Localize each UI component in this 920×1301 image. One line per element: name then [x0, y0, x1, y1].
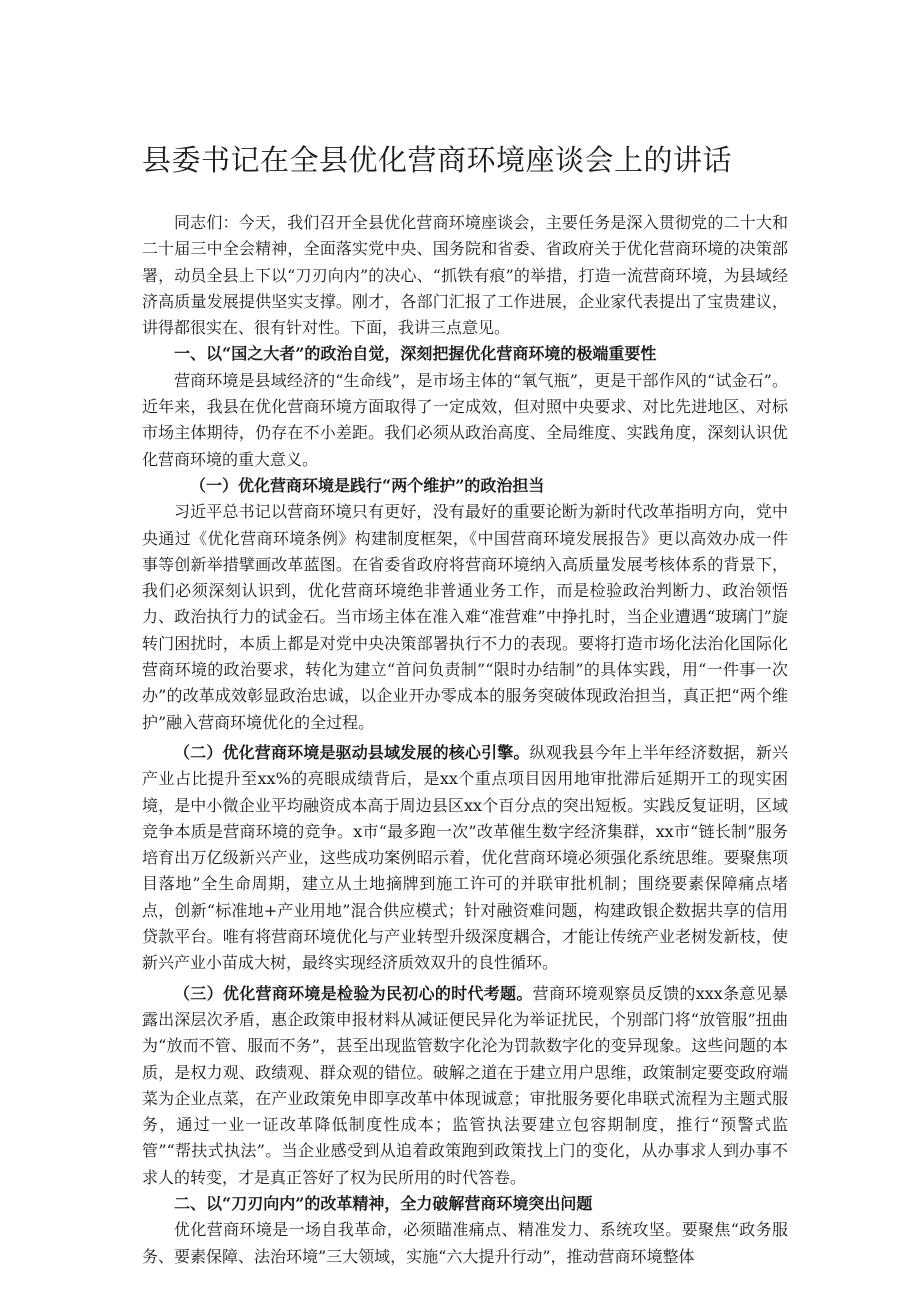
- section-1-paragraph: 营商环境是县域经济的“生命线”，是市场主体的“氧气瓶”，更是干部作风的“试金石”。近年来，我县在优化营商环境方面取得了一定成效，但对照中央要求、对比先进地区、对标市场主体期待，仍存在不小差距。我们必须从政治高度、全局维度、实践角度，深刻认识优化营商环境的重大意义。: [142, 370, 788, 469]
- subsection-1-paragraph: 习近平总书记以营商环境只有更好，没有最好的重要论断为新时代改革指明方向，党中央通过《优化营商环境条例》构建制度框架，《中国营商环境发展报告》更以高效办成一件事等创新举措擘画改革蓝图。在省委省政府将营商环境纳入高质量发展考核体系的背景下，我们必须深刻认识到，优化营商环境绝非普通业务工作，而是检验政治判断力、政治领悟力、政治执行力的试金石。当市场主体在准入难“准营难”中挣扎时，当企业遭遇“玻璃门”旋转门困扰时，本质上都是对党中央决策部署执行不力的表现。要将打造市场化法治化国际化营商环境的政治要求，转化为建立“首问负责制”“限时办结制”的具体实践，用“一件事一次办”的改革成效彰显政治忠诚，以企业开办零成本的服务突破体现政治担当，真正把“两个维护”融入营商环境优化的全过程。: [142, 502, 788, 732]
- intro-paragraph: 同志们：今天，我们召开全县优化营商环境座谈会，主要任务是深入贯彻党的二十大和二十届三中全会精神，全面落实党中央、国务院和省委、省政府关于优化营商环境的决策部署，动员全县上下以“刀刃向内”的决心、“抓铁有痕”的举措，打造一流营商环境，为县域经济高质量发展提供坚实支撑。刚才，各部门汇报了工作进展，企业家代表提出了宝贵建议，讲得都很实在、很有针对性。下面，我讲三点意见。: [142, 213, 788, 338]
- section-1-heading: 一、以“国之大者”的政治自觉，深刻把握优化营商环境的极端重要性: [174, 344, 657, 364]
- subsection-3-paragraph: [142, 981, 788, 1191]
- document-page: [142, 140, 788, 1270]
- subsection-3-text: 营商环境观察员反馈的xxx条意见暴露出深层次矛盾，惠企政策申报材料从减证便民异化为举证扰民，个别部门将“放管服”扭曲为“放而不管、服而不务”，甚至出现监管数字化沦为罚款数字化的变异现象。这些问题的本质，是权力观、政绩观、群众观的错位。破解之道在于建立用户思维，政策制定要变政府端菜为企业点菜，在产业政策免申即享改革中体现诚意；审批服务要化串联式流程为主题式服务，通过一业一证改革降低制度性成本；监管执法要建立包容期制度，推行“预警式监管”“帮扶式执法”。当企业感受到从追着政策跑到政策找上门的变化，从办事求人到办事不求人的转变，才是真正答好了权为民所用的时代答卷。: [142, 983, 788, 1187]
- subsection-2-heading: （二）优化营商环境是驱动县域发展的核心引擎。: [174, 742, 530, 762]
- subsection-3-heading: （三）优化营商环境是检验为民初心的时代考题。: [174, 983, 533, 1003]
- subsection-1-heading: （一）优化营商环境是践行“两个维护”的政治担当: [190, 475, 545, 495]
- document-title: 县委书记在全县优化营商环境座谈会上的讲话: [142, 143, 733, 177]
- section-2-paragraph: 优化营商环境是一场自我革命，必须瞄准痛点、精准发力、系统攻坚。要聚焦“政务服务、要素保障、法治环境”三大领域，实施“六大提升行动”，推动营商环境整体: [142, 1220, 788, 1266]
- subsection-2-paragraph: [142, 740, 788, 977]
- subsection-2-text: 纵观我县今年上半年经济数据，新兴产业占比提升至xx%的亮眼成绩背后，是xx个重点项目因用地审批滞后延期开工的现实困境，是中小微企业平均融资成本高于周边县区xx个百分点的突出短板。实践反复证明，区域竞争本质是营商环境的竞争。x市“最多跑一次”改革催生数字经济集群，xx市“链长制”服务培育出万亿级新兴产业，这些成功案例昭示着，优化营商环境必须强化系统思维。要聚焦项目落地”全生命周期，建立从土地摘牌到施工许可的并联审批机制；围绕要素保障痛点堵点，创新“标准地+产业用地”混合供应模式；针对融资难问题，构建政银企数据共享的信用贷款平台。唯有将营商环境优化与产业转型升级深度耦合，才能让传统产业老树发新枝，使新兴产业小苗成大树，最终实现经济质效双升的良性循环。: [142, 742, 788, 973]
- section-2-heading: 二、以“刀刃向内”的改革精神，全力破解营商环境突出问题: [174, 1193, 593, 1213]
